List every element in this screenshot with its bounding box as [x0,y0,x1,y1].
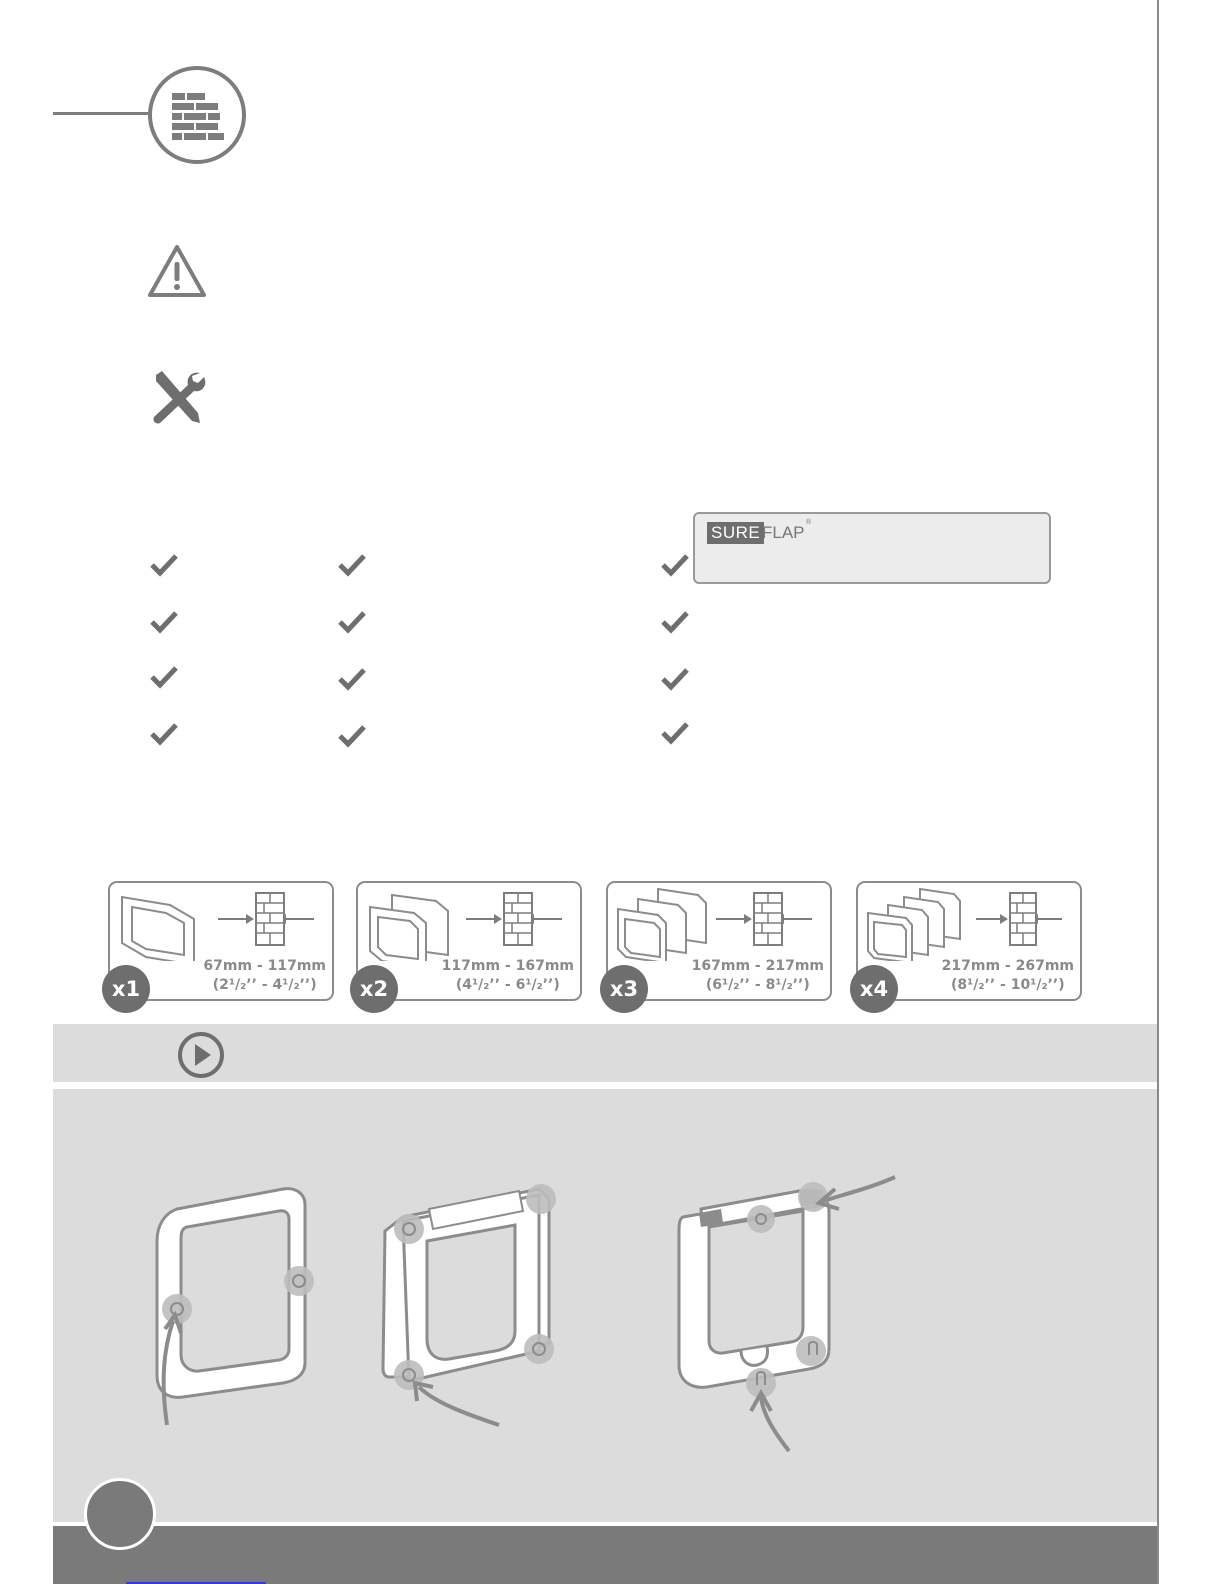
checkmark-icon [661,721,689,749]
checkmark-icon [338,724,366,752]
tunnel-card-1 [108,881,334,1001]
tunnel-range [442,957,574,995]
tunnel-range [692,957,824,995]
checkmark-icon [661,610,689,638]
tunnel-range-mm: 217mm - 267mm [941,958,1074,974]
tunnel-range-mm: 67mm - 117mm [203,958,326,974]
tunnel-range [203,957,326,995]
pet-door-flap-illustration [663,1175,903,1455]
tunnel-range [942,957,1074,995]
step-illustration-band [53,1089,1157,1522]
tunnel-range-in: (4¹/₂’’ - 6¹/₂’’) [455,977,560,993]
tunnel-diagram [864,887,1066,961]
play-icon[interactable] [176,1030,226,1080]
checkmark-icon [338,667,366,695]
pet-door-back-illustration [379,1181,579,1431]
logo-sure: SURE [707,522,764,544]
logo-flap: FLAP [762,523,805,542]
tunnel-count-badge: x4 [850,965,898,1013]
checkmark-icon [150,553,178,581]
tunnel-range-in: (6¹/₂’’ - 8¹/₂’’) [705,977,810,993]
checkmark-icon [661,553,689,581]
page-right-rule [1157,0,1159,1584]
section-header-line [53,112,151,115]
checkmark-icon [150,722,178,750]
tunnel-card-3 [606,881,832,1001]
checkmark-icon [338,553,366,581]
tunnel-range-in: (2¹/₂’’ - 4¹/₂’’) [212,977,317,993]
tunnel-count-badge: x2 [350,965,398,1013]
page-number-badge [84,1478,156,1550]
tunnel-card-2 [356,881,582,1001]
tunnel-count-badge: x3 [600,965,648,1013]
logo-registered: ® [806,519,812,526]
tools-icon [148,369,208,427]
tunnel-diagram [118,891,318,961]
tunnel-diagram [366,891,566,961]
tunnel-count-badge: x1 [102,965,150,1013]
tunnel-range-in: (8¹/₂’’ - 10¹/₂’’) [951,977,1065,993]
footer-bar [53,1526,1157,1584]
pet-door-frame-illustration [143,1183,323,1433]
sureflap-logo-box [693,512,1051,584]
tunnel-card-4 [856,881,1082,1001]
warning-triangle-icon [146,243,208,299]
checkmark-icon [150,665,178,693]
tunnel-range-mm: 167mm - 217mm [691,958,824,974]
checkmark-icon [150,610,178,638]
checkmark-icon [338,610,366,638]
tunnel-range-mm: 117mm - 167mm [441,958,574,974]
brick-wall-icon [148,66,246,164]
checkmark-icon [661,667,689,695]
tunnel-diagram [614,887,816,961]
